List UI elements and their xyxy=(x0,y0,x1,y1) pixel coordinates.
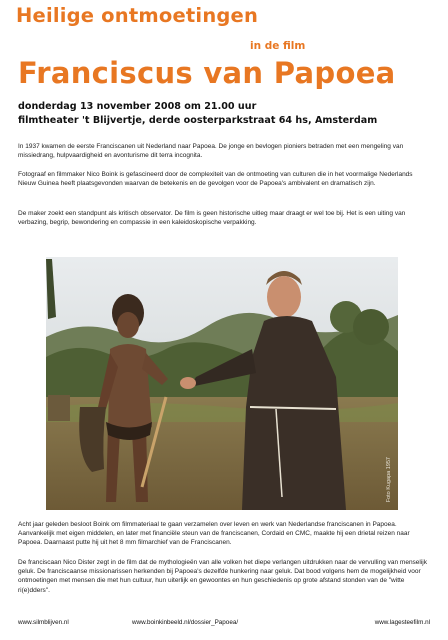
historical-photo xyxy=(46,257,398,510)
intro-paragraph-3: De maker zoekt een standpunt als kritisch observator. De film is geen historische uitleg maar draagt er wel toe bij. Het is een uiting van verbazing, begrip, bewondering en compassie in een kaleidoskopische verpakking. xyxy=(18,210,406,227)
photo-illustration xyxy=(46,257,398,510)
footer-link-boinkinbeeld[interactable]: www.boinkinbeeld.nl/dossier_Papoea/ xyxy=(132,619,239,626)
kicker-heading: Heilige ontmoetingen xyxy=(16,4,259,27)
intro-paragraph-1: In 1937 kwamen de eerste Franciscanen uit Nederland naar Papoea. De jonge en bevlogen pioniers betraden met een mengeling van missiedrang, hulpvaardigheid en avonturisme dit terra incognita. xyxy=(18,143,404,160)
photo-credit: Foto Kugapa 1957 xyxy=(386,456,392,502)
outro-paragraph-2: De franciscaan Nico Dister zegt in de film dat de mythologieën van alle volken het diepe verlangen uitdrukken naar de vervulling van menselijk geluk. De franciscaanse missionarissen herkenden bij Papoea's dezelfde hunkering naar geluk. Dat bood volgens hem de mogelijkheid voor ontmoetingen met mensen die met hun cultuur, hun uiterlijk en gewoontes en hun geschiedenis op grote afstand stonden van de "witte ri(e)dders". xyxy=(18,559,428,594)
footer-link-lagesteefilm[interactable]: www.lagesteefilm.nl xyxy=(374,619,430,626)
footer-link-silmblijven[interactable]: www.silmblijven.nl xyxy=(18,619,69,626)
intro-paragraph-2: Fotograaf en filmmaker Nico Boink is gefascineerd door de complexiteit van de ontmoeting van culturen die in het voormalige Nederlands Nieuw Guinea heeft plaatsgevonden waarvan de betekenis en de gevolgen voor de Papoea's ambivalent en dramatisch zijn. xyxy=(18,171,413,188)
film-title: Franciscus van Papoea xyxy=(18,56,396,90)
screening-venue: filmtheater 't Blijvertje, derde oosterparkstraat 64 hs, Amsterdam xyxy=(18,115,378,126)
outro-paragraph-1: Acht jaar geleden besloot Boink om filmmateriaal te gaan verzamelen over leven en werk van Nederlandse franciscanen in Papoea. Aanvankelijk met eigen middelen, en later met financiële steun van de franciscanen, Cordaid en CMC, maakte hij een drietal reizen naar Papoea. Daarnaast putte hij uit het 8 mm filmarchief van de Franciscanen. xyxy=(18,521,410,547)
footer-links xyxy=(18,619,430,631)
screening-info xyxy=(18,100,377,128)
film-subheading: in de film xyxy=(250,40,306,52)
screening-date: donderdag 13 november 2008 om 21.00 uur xyxy=(18,101,257,112)
